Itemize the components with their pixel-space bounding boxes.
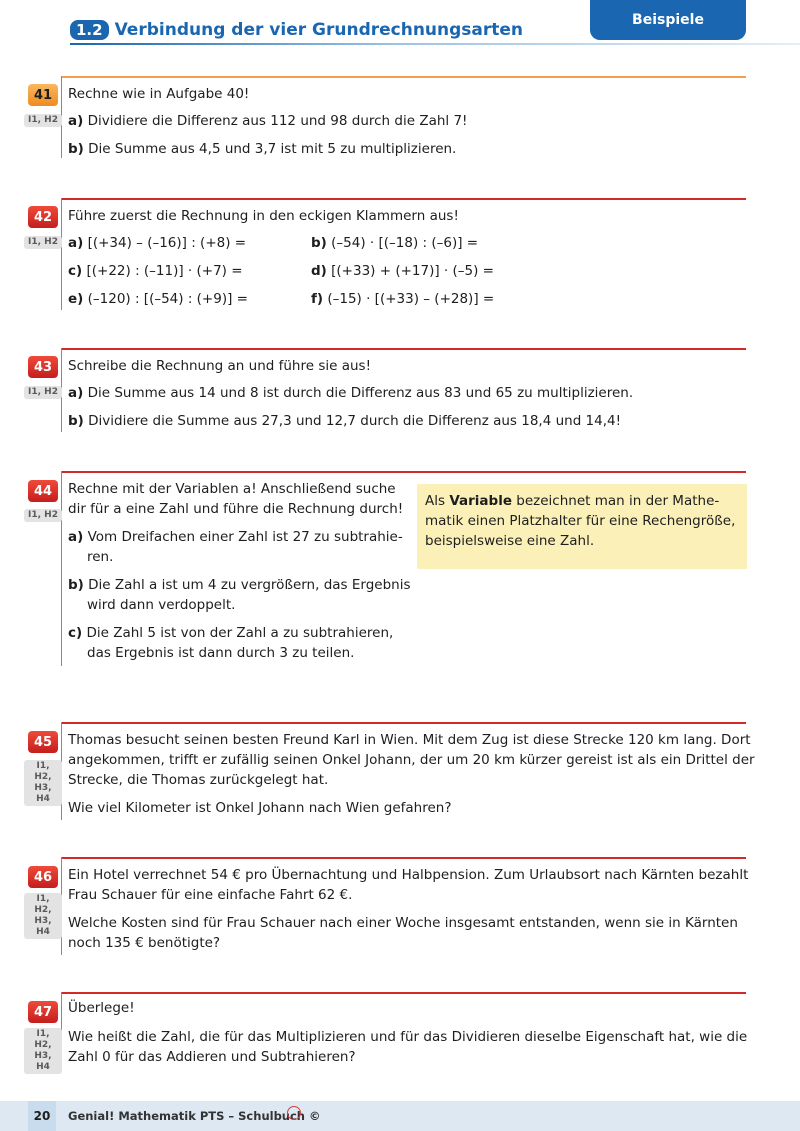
footer-title: Genial! Mathematik PTS – Schulbuch © xyxy=(68,1109,321,1123)
task-number-badge: 46 xyxy=(28,866,58,888)
competency-tag: I1, H2 xyxy=(24,236,62,249)
tab-beispiele[interactable]: Beispiele xyxy=(590,0,746,40)
info-line: matik einen Platzhalter für eine Rechengröße, xyxy=(425,513,736,529)
subtask-text: (–120) : [(–54) : (+9)] = xyxy=(87,291,248,307)
tag-line: I1, xyxy=(36,761,50,771)
subtask-text: Die Summe aus 14 und 8 ist durch die Differenz aus 83 und 65 zu multiplizieren. xyxy=(87,385,634,401)
publisher-logo-icon xyxy=(287,1106,301,1120)
header-divider xyxy=(70,43,800,45)
subtask-label: a) xyxy=(68,385,84,401)
tag-line: I1, H2, xyxy=(34,894,52,915)
info-line xyxy=(425,491,739,511)
subtask-label: e) xyxy=(68,291,84,307)
competency-tag: I1, H2 xyxy=(24,509,62,522)
page-number: 20 xyxy=(28,1101,56,1131)
task-text-line: Zahl 0 für das Addieren und Subtrahieren? xyxy=(68,1049,356,1065)
task-vertical-line xyxy=(61,471,62,666)
subtask-label: c) xyxy=(68,625,83,641)
competency-tag xyxy=(24,893,62,939)
subtask-c xyxy=(68,623,393,643)
task-divider xyxy=(62,198,746,200)
task-divider xyxy=(62,348,746,350)
info-text: Als xyxy=(425,493,450,509)
task-text-line: angekommen, trifft er zufällig seinen Onkel Johann, der um 20 km kürzer gereist ist als ein Drittel der xyxy=(68,752,755,768)
competency-tag: I1, H2 xyxy=(24,114,62,127)
task-instruction-line: dir für a eine Zahl und führe die Rechnung durch! xyxy=(68,501,404,517)
subtask-text-continued: das Ergebnis ist dann durch 3 zu teilen. xyxy=(87,645,355,661)
subtask-b xyxy=(68,139,456,159)
task-text-line: Ein Hotel verrechnet 54 € pro Übernachtung und Halbpension. Zum Urlaubsort nach Kärnten bezahlt xyxy=(68,867,749,883)
subtask-b xyxy=(311,233,478,253)
subtask-label: b) xyxy=(68,577,84,593)
subtask-f xyxy=(311,289,494,309)
subtask-a xyxy=(68,527,403,547)
subtask-text-continued: wird dann verdoppelt. xyxy=(87,597,236,613)
info-line: beispielsweise eine Zahl. xyxy=(425,533,595,549)
subtask-a xyxy=(68,111,467,131)
subtask-label: a) xyxy=(68,113,84,129)
task-text-line: Thomas besucht seinen besten Freund Karl in Wien. Mit dem Zug ist diese Strecke 120 km lang. Dort xyxy=(68,732,751,748)
task-number-badge: 42 xyxy=(28,206,58,228)
task-instruction-line: Rechne mit der Variablen a! Anschließend suche xyxy=(68,481,396,497)
subtask-text-continued: ren. xyxy=(87,549,114,565)
task-divider xyxy=(62,992,746,994)
competency-tag: I1, H2 xyxy=(24,386,62,399)
task-text-line: Frau Schauer für eine einfache Fahrt 62 €. xyxy=(68,887,353,903)
subtask-text: Vom Dreifachen einer Zahl ist 27 zu subtrahie- xyxy=(87,529,403,545)
subtask-label: d) xyxy=(311,263,327,279)
subtask-text: Die Summe aus 4,5 und 3,7 ist mit 5 zu multiplizieren. xyxy=(88,141,457,157)
task-number-badge: 41 xyxy=(28,84,58,106)
task-vertical-line xyxy=(61,198,62,310)
subtask-text: Die Zahl 5 ist von der Zahl a zu subtrahieren, xyxy=(86,625,394,641)
subtask-label: b) xyxy=(68,413,84,429)
subtask-text: (–15) · [(+33) – (+28)] = xyxy=(327,291,495,307)
subtask-e xyxy=(68,289,248,309)
subtask-label: b) xyxy=(311,235,327,251)
task-number-badge: 43 xyxy=(28,356,58,378)
task-instruction: Schreibe die Rechnung an und führe sie aus! xyxy=(68,358,371,374)
task-number-badge: 44 xyxy=(28,480,58,502)
info-keyword: Variable xyxy=(449,493,512,509)
task-text-line: Wie heißt die Zahl, die für das Multiplizieren und für das Dividieren dieselbe Eigenschaft hat, wie die xyxy=(68,1029,748,1045)
competency-tag xyxy=(24,760,62,806)
task-number-badge: 45 xyxy=(28,731,58,753)
task-divider xyxy=(62,857,746,859)
task-instruction: Führe zuerst die Rechnung in den eckigen Klammern aus! xyxy=(68,208,459,224)
tag-line: H3, H4 xyxy=(34,1051,52,1072)
task-question-line: Welche Kosten sind für Frau Schauer nach einer Woche insgesamt entstanden, wenn sie in Kärnten xyxy=(68,915,738,931)
section-title: Verbindung der vier Grundrechnungsarten xyxy=(114,20,524,40)
task-divider xyxy=(62,722,746,724)
subtask-b xyxy=(68,575,411,595)
tag-line: H2, xyxy=(34,772,52,782)
subtask-a xyxy=(68,233,246,253)
subtask-a xyxy=(68,383,633,403)
task-text-line: Strecke, die Thomas zurückgelegt hat. xyxy=(68,772,329,788)
tag-line: H3, H4 xyxy=(34,783,52,804)
subtask-text: [(+33) + (+17)] · (–5) = xyxy=(331,263,494,279)
task-question-line: noch 135 € benötigte? xyxy=(68,935,221,951)
subtask-text: [(+22) : (–11)] · (+7) = xyxy=(86,263,243,279)
subtask-label: c) xyxy=(68,263,83,279)
subtask-text: Dividiere die Summe aus 27,3 und 12,7 durch die Differenz aus 18,4 und 14,4! xyxy=(88,413,622,429)
task-instruction: Rechne wie in Aufgabe 40! xyxy=(68,86,250,102)
subtask-text: Die Zahl a ist um 4 zu vergrößern, das Ergebnis xyxy=(88,577,411,593)
subtask-c xyxy=(68,261,243,281)
info-box-variable xyxy=(417,484,747,569)
competency-tag xyxy=(24,1028,62,1074)
subtask-b xyxy=(68,411,621,431)
subtask-label: a) xyxy=(68,529,84,545)
subtask-text: Dividiere die Differenz aus 112 und 98 durch die Zahl 7! xyxy=(87,113,468,129)
section-number: 1.2 xyxy=(70,20,109,40)
subtask-label: a) xyxy=(68,235,84,251)
tag-line: H3, H4 xyxy=(34,916,52,937)
subtask-label: f) xyxy=(311,291,324,307)
subtask-label: b) xyxy=(68,141,84,157)
subtask-text: (–54) · [(–18) : (–6)] = xyxy=(331,235,479,251)
tag-line: I1, H2, xyxy=(34,1029,52,1050)
section-header xyxy=(70,20,523,40)
task-divider xyxy=(62,471,746,473)
task-question: Wie viel Kilometer ist Onkel Johann nach Wien gefahren? xyxy=(68,800,452,816)
info-text: bezeichnet man in der Mathe- xyxy=(511,493,720,509)
subtask-d xyxy=(311,261,494,281)
task-number-badge: 47 xyxy=(28,1001,58,1023)
task-divider xyxy=(62,76,746,78)
task-instruction: Überlege! xyxy=(68,1000,135,1016)
subtask-text: [(+34) – (–16)] : (+8) = xyxy=(87,235,247,251)
